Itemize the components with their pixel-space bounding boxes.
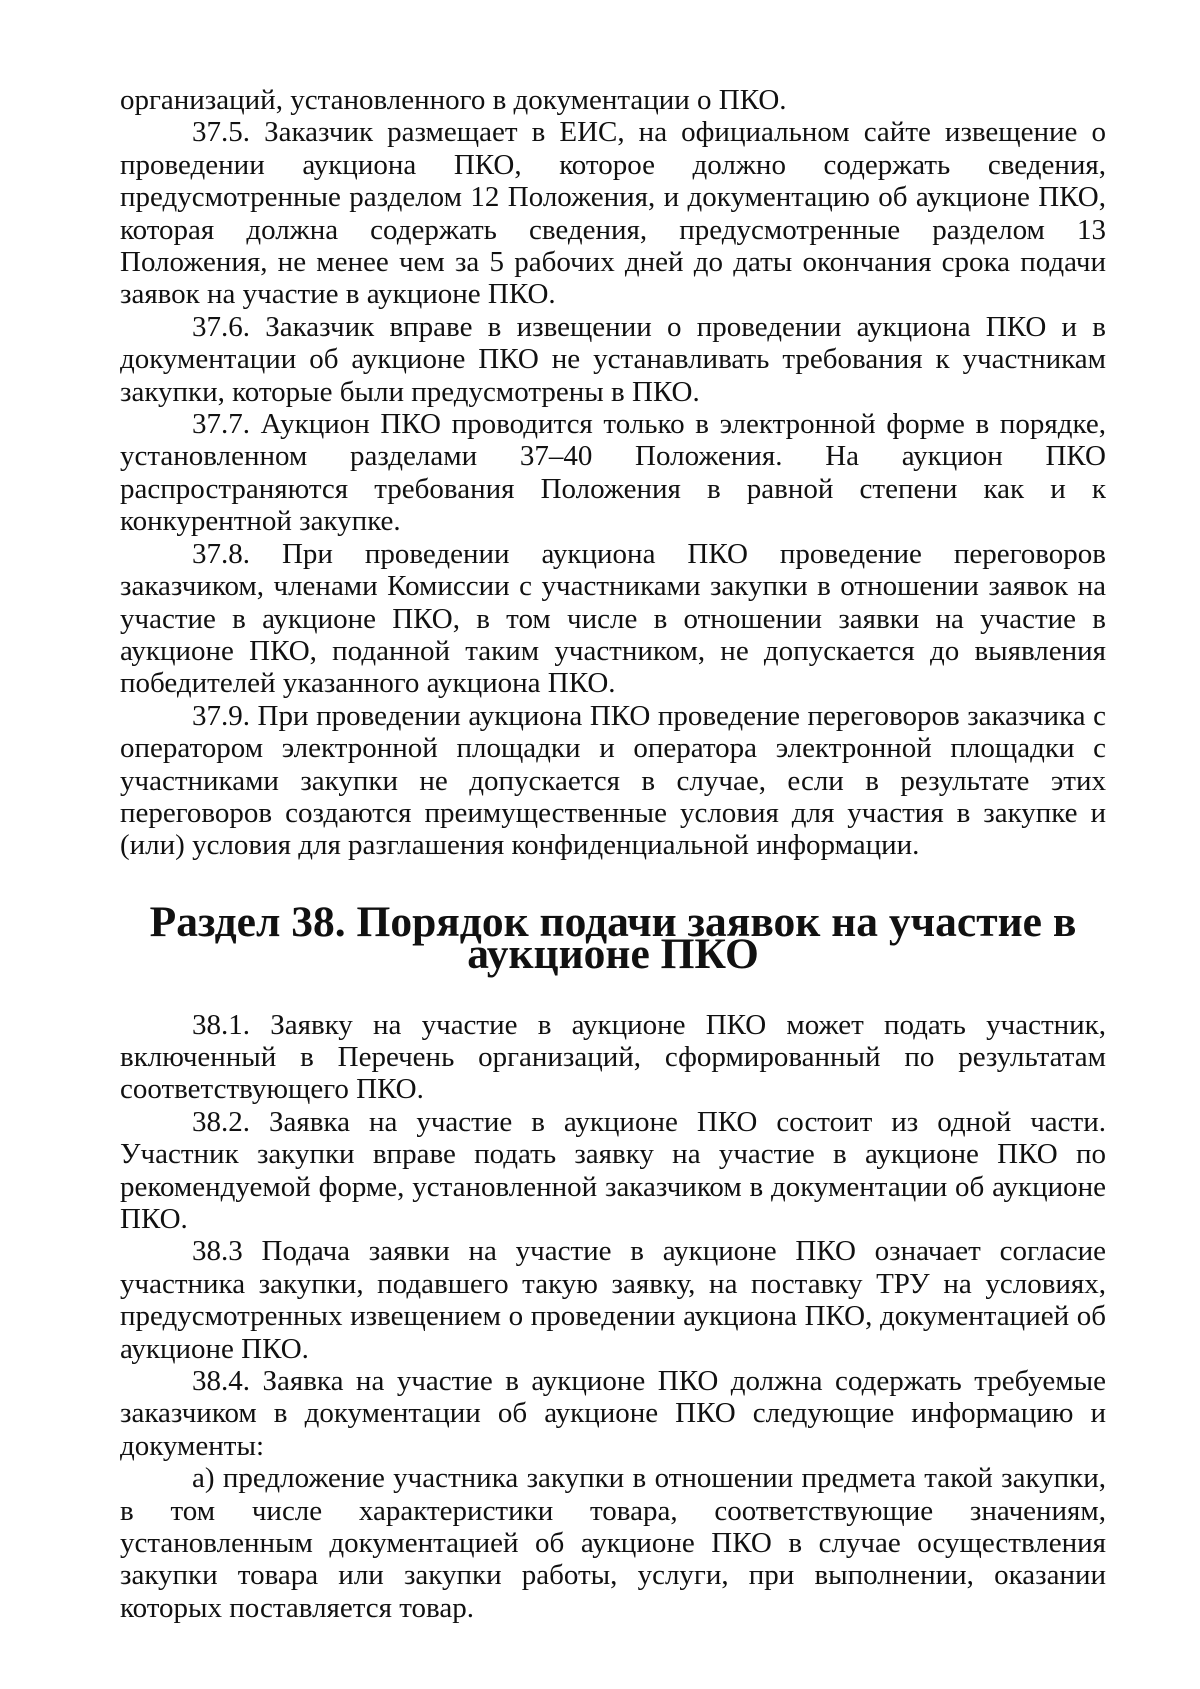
paragraph-38-3: 38.3 Подача заявки на участие в аукционе ПКО означает согласие участника закупки, подавшего такую заявку, на поставку ТРУ на условиях, предусмотренных извещением о проведении аукциона ПКО, документацией об аукционе ПКО. bbox=[120, 1235, 1106, 1365]
paragraph-38-4: 38.4. Заявка на участие в аукционе ПКО должна содержать требуемые заказчиком в документации об аукционе ПКО следующие информацию и документы: bbox=[120, 1365, 1106, 1462]
document-page bbox=[120, 84, 1106, 1624]
paragraph-37-9: 37.9. При проведении аукциона ПКО проведение переговоров заказчика с оператором электронной площадки и оператора электронной площадки с участниками закупки не допускается в случае, если в результате этих переговоров создаются преимущественные условия для участия в закупке и (или) условия для разглашения конфиденциальной информации. bbox=[120, 699, 1106, 862]
paragraph-38-1: 38.1. Заявку на участие в аукционе ПКО может подать участник, включенный в Перечень организаций, сформированный по результатам соответствующего ПКО. bbox=[120, 1008, 1106, 1106]
paragraph-37-5: 37.5. Заказчик размещает в ЕИС, на официальном сайте извещение о проведении аукциона ПКО, которое должно содержать сведения, предусмотренные разделом 12 Положения, и документацию об аукционе ПКО, которая должна содержать сведения, предусмотренные разделом 13 Положения, не менее чем за 5 рабочих дней до даты окончания срока подачи заявок на участие в аукционе ПКО. bbox=[120, 116, 1106, 311]
paragraph-38-4-a: а) предложение участника закупки в отношении предмета такой закупки, в том числе характеристики товара, соответствующие значениям, установленным документацией об аукционе ПКО в случае осуществления закупки товара или закупки работы, услуги, при выполнении, оказании которых поставляется товар. bbox=[120, 1462, 1106, 1624]
paragraph-37-4-continuation: организаций, установленного в документации о ПКО. bbox=[120, 84, 787, 116]
paragraph-38-2: 38.2. Заявка на участие в аукционе ПКО состоит из одной части. Участник закупки вправе подать заявку на участие в аукционе ПКО по рекомендуемой форме, установленной заказчиком в документации об аукционе ПКО. bbox=[120, 1105, 1106, 1235]
paragraph-37-6: 37.6. Заказчик вправе в извещении о проведении аукциона ПКО и в документации об аукционе ПКО не устанавливать требования к участникам закупки, которые были предусмотрены в ПКО. bbox=[120, 310, 1106, 408]
section-38-title: Раздел 38. Порядок подачи заявок на участие в аукционе ПКО bbox=[149, 897, 1077, 979]
paragraph-37-8: 37.8. При проведении аукциона ПКО проведение переговоров заказчиком, членами Комиссии с участниками закупки в отношении заявок на участие в аукционе ПКО, в том числе в отношении заявки на участие в аукционе ПКО, поданной таким участником, не допускается до выявления победителей указанного аукциона ПКО. bbox=[120, 537, 1106, 700]
paragraph-37-7: 37.7. Аукцион ПКО проводится только в электронной форме в порядке, установленном разделами 37–40 Положения. На аукцион ПКО распространяются требования Положения в равной степени как и к конкурентной закупке. bbox=[120, 408, 1106, 538]
